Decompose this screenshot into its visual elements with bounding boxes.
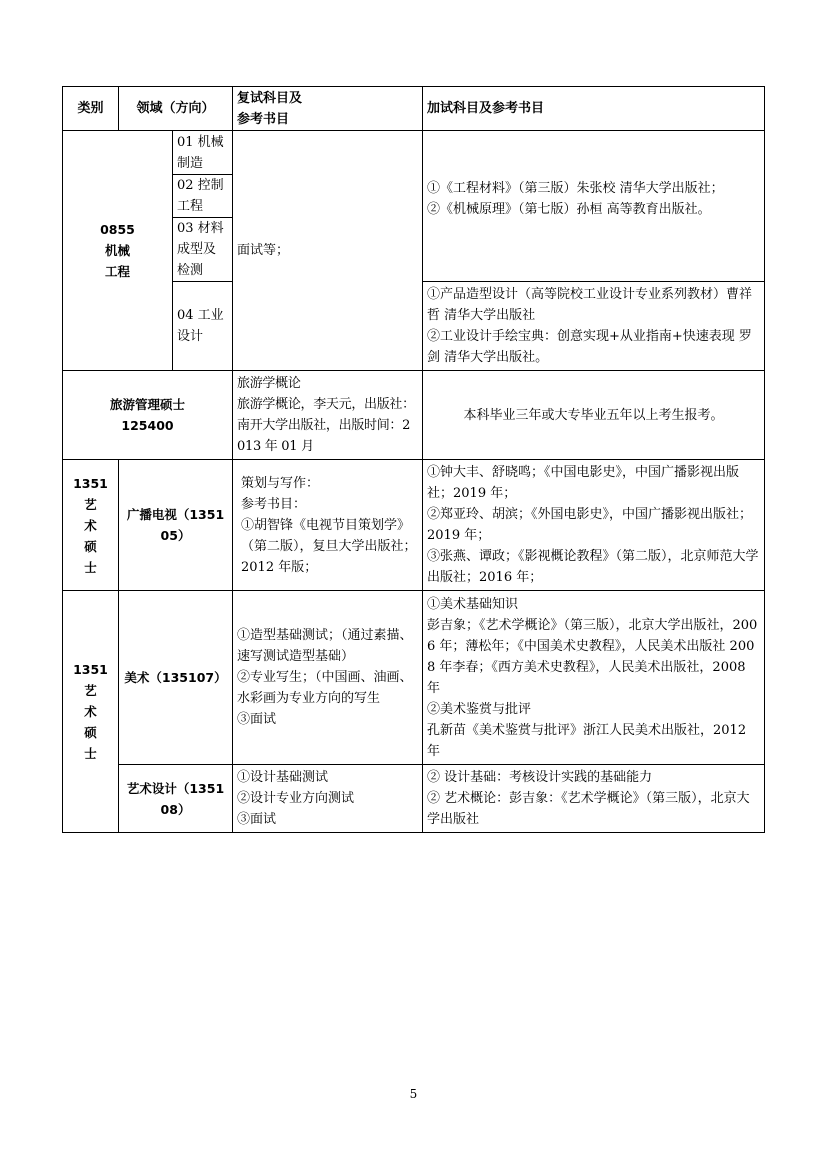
tourism-category: 旅游管理硕士 125400 (63, 371, 233, 460)
fine-art-extra: ①美术基础知识 彭吉象；《艺术学概论》（第三版），北京大学出版社，2006 年；薄松年；《中国美术史教程》，人民美术出版社 2008 年李春；《西方美术史教程》，人民美术出版社，2008 年 ②美术鉴赏与批评 孔新苗《美术鉴赏与批评》浙江人民美术出版社，2012 年 (423, 591, 765, 765)
page-number: 5 (409, 1087, 418, 1101)
table-row (63, 591, 765, 765)
mech-field-2: 02 控制工程 (173, 175, 233, 218)
mech-retest: 面试等； (233, 131, 423, 371)
mech-extra-2: ①产品造型设计（高等院校工业设计专业系列教材）曹祥哲 清华大学出版社 ②工业设计手绘宝典：创意实现+从业指南+快速表现 罗剑 清华大学出版社。 (423, 282, 765, 371)
art-category: 1351 艺 术 硕 士 (63, 591, 119, 833)
header-field: 领域（方向） (119, 87, 233, 131)
mech-field-3: 03 材料成型及 检测 (173, 218, 233, 282)
table-row (63, 131, 765, 175)
design-retest: ①设计基础测试 ②设计专业方向测试 ③面试 (233, 765, 423, 833)
mech-field-4: 04 工业设计 (173, 282, 233, 371)
table-row (63, 460, 765, 591)
mech-extra-1: ①《工程材料》（第三版）朱张校 清华大学出版社； ②《机械原理》（第七版）孙桓 高等教育出版社。 (423, 131, 765, 282)
header-row (63, 87, 765, 131)
tourism-retest: 旅游学概论 旅游学概论，李天元，出版社：南开大学出版社，出版时间：2013 年 01 月 (233, 371, 423, 460)
broadcast-extra: ①钟大丰、舒晓鸣；《中国电影史》，中国广播影视出版社；2019 年； ②郑亚玲、胡滨；《外国电影史》，中国广播影视出版社；2019 年； ③张燕、谭政；《影视概论教程》（第二版），北京师范大学出版社；2016 年； (423, 460, 765, 591)
broadcast-retest: 策划与写作： 参考书目： ①胡智锋《电视节目策划学》（第二版），复旦大学出版社；2012 年版； (233, 460, 423, 591)
fine-art-retest: ①造型基础测试；（通过素描、速写测试造型基础） ②专业写生；（中国画、油画、水彩画为专业方向的写生 ③面试 (233, 591, 423, 765)
tourism-extra: 本科毕业三年或大专毕业五年以上考生报考。 (423, 371, 765, 460)
header-extra: 加试科目及参考书目 (423, 87, 765, 131)
fine-art-field: 美术（135107） (119, 591, 233, 765)
table-row (63, 765, 765, 833)
design-extra: ② 设计基础：考核设计实践的基础能力 ② 艺术概论：彭吉象：《艺术学概论》（第三版），北京大学出版社 (423, 765, 765, 833)
table-row (63, 371, 765, 460)
mech-field-1: 01 机械制造 (173, 131, 233, 175)
header-category: 类别 (63, 87, 119, 131)
broadcast-field: 广播电视（135105） (119, 460, 233, 591)
broadcast-category: 1351 艺 术 硕 士 (63, 460, 119, 591)
admissions-table (62, 86, 765, 833)
header-retest: 复试科目及 参考书目 (233, 87, 423, 131)
design-field: 艺术设计（135108） (119, 765, 233, 833)
mech-category: 0855 机械 工程 (63, 131, 173, 371)
